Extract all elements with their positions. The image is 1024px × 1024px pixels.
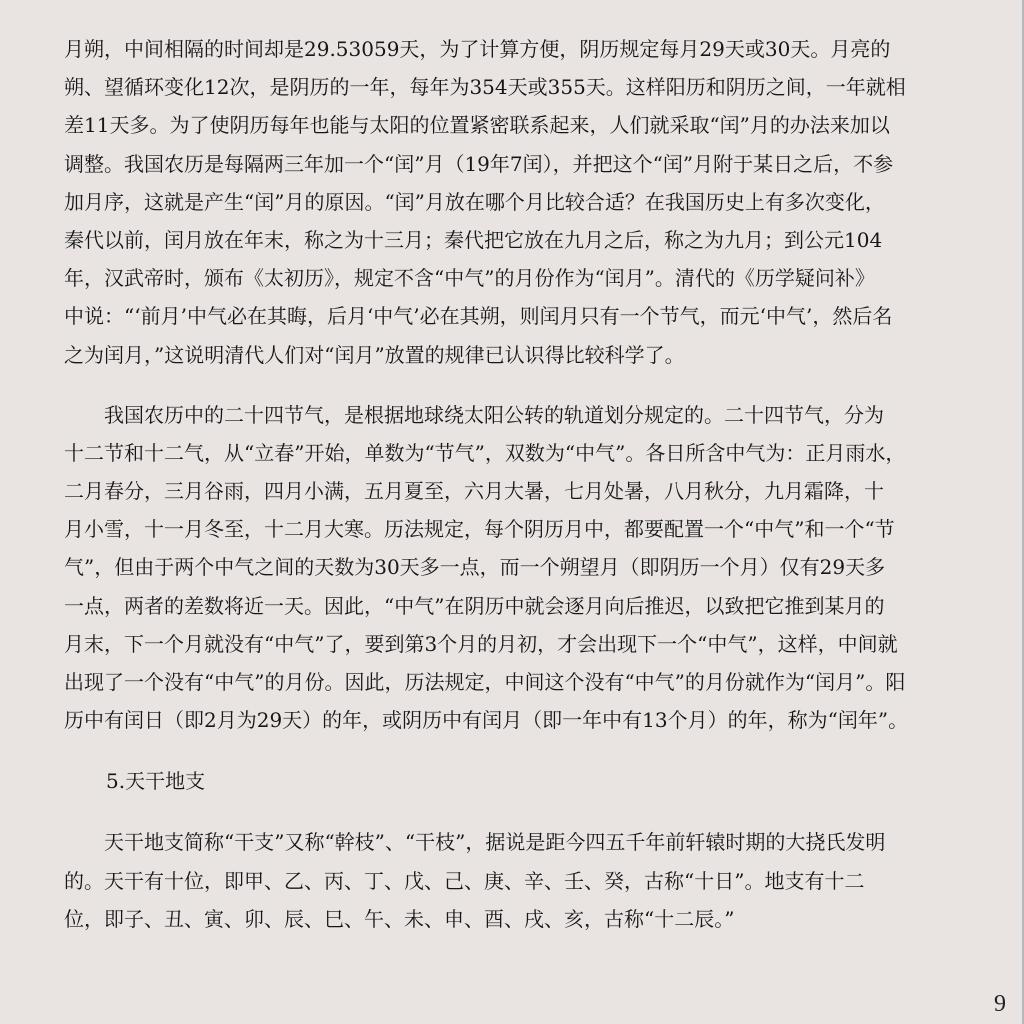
section-heading: 5.天干地支 <box>106 769 206 794</box>
document-body <box>64 30 914 938</box>
text-line: 朔、望循环变化12次，是阴历的一年，每年为354天或355天。这样阳历和阴历之间，一年就相 <box>64 75 906 100</box>
text-line: 气”，但由于两个中气之间的天数为30天多一点，而一个朔望月（即阴历一个月）仅有29天多 <box>64 555 886 580</box>
text-line: 二月春分，三月谷雨，四月小满，五月夏至，六月大暑，七月处暑，八月秋分，九月霜降，十 <box>64 479 884 504</box>
text-line: 位，即子、丑、寅、卯、辰、巳、午、未、申、酉、戌、亥，古称“十二辰。” <box>64 906 735 931</box>
text-line: 加月序，这就是产生“闰”月的原因。“闰”月放在哪个月比较合适？在我国历史上有多次变化， <box>64 189 885 214</box>
paragraph-spacer <box>64 801 914 823</box>
paragraph-spacer <box>64 374 914 396</box>
page-number: 9 <box>994 991 1006 1017</box>
text-line: 月小雪，十一月冬至，十二月大寒。历法规定，每个阴历月中，都要配置一个“中气”和一个“节 <box>64 517 895 542</box>
text-line: 年，汉武帝时，颁布《太初历》，规定不含“中气”的月份作为“闰月”。清代的《历学疑问补》 <box>64 266 875 291</box>
text-line: 月朔，中间相隔的时间却是29.53059天，为了计算方便，阴历规定每月29天或30天。月亮的 <box>64 37 891 61</box>
paragraph-spacer <box>64 739 914 761</box>
text-line: 我国农历中的二十四节气，是根据地球绕太阳公转的轨道划分规定的。二十四节气，分为 <box>64 402 884 427</box>
paragraph-solar-terms <box>64 396 914 740</box>
text-line: 秦代以前，闰月放在年末，称之为十三月；秦代把它放在九月之后，称之为九月；到公元104 <box>64 227 883 252</box>
text-line: 中说：“‘前月’中气必在其晦，后月‘中气’必在其朔，则闰月只有一个节气，而元‘中气’，然后名 <box>64 304 893 329</box>
text-line: 的。天干有十位，即甲、乙、丙、丁、戊、己、庚、辛、壬、癸，古称“十日”。地支有十二 <box>64 868 865 893</box>
text-line: 差11天多。为了使阴历每年也能与太阳的位置紧密联系起来，人们就采取“闰”月的办法来加以 <box>64 113 890 138</box>
text-line: 十二节和十二气，从“立春”开始，单数为“节气”，双数为“中气”。各日所含中气为：正月雨水， <box>64 440 906 465</box>
text-line: 出现了一个没有“中气”的月份。因此，历法规定，中间这个没有“中气”的月份就作为“闰月”。阳 <box>64 670 906 694</box>
text-line: 之为闰月，”这说明清代人们对“闰月”放置的规律已认识得比较科学了。 <box>64 342 685 367</box>
paragraph-leap-month <box>64 30 914 374</box>
text-line: 一点，两者的差数将近一天。因此，“中气”在阴历中就会逐月向后推迟，以致把它推到某月的 <box>64 593 885 618</box>
text-line: 历中有闰日（即2月为29天）的年，或阴历中有闰月（即一年中有13个月）的年，称为“闰年”。 <box>64 708 909 733</box>
text-line: 调整。我国农历是每隔两三年加一个“闰”月（19年7闰），并把这个“闰”月附于某日之后，不参 <box>64 151 894 176</box>
text-line: 天干地支简称“干支”又称“幹枝”、“干枝”，据说是距今四五千年前轩辕时期的大挠氏发明 <box>64 830 886 855</box>
paragraph-stems-branches <box>64 823 914 938</box>
text-line: 月末，下一个月就没有“中气”了，要到第3个月的月初，才会出现下一个“中气”，这样，中间就 <box>64 631 898 656</box>
